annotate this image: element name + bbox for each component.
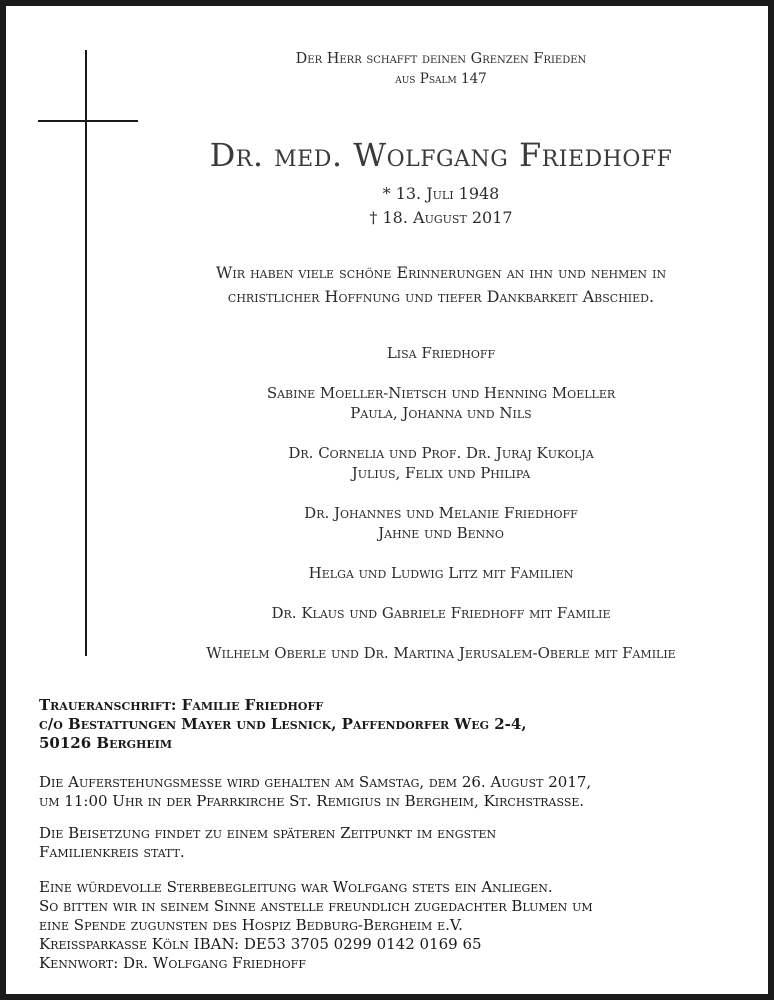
mourner-group [136,563,746,583]
mourner-group [136,503,746,543]
mourner-children: Jahne und Benno [378,524,504,542]
message-line: christlicher Hoffnung und tiefer Dankbarkeit Abschied. [227,287,655,306]
verse-source: aus Psalm 147 [395,71,487,87]
cross-icon-bar [38,120,138,122]
mourner-line: Dr. Johannes und Melanie Friedhoff [304,504,578,522]
request-line: So bitten wir in seinem Sinne anstelle freundlich zugedachter Blumen um [39,897,593,915]
mass-line: um 11:00 Uhr in der Pfarrkirche St. Remigius in Bergheim, Kirchstrasse. [39,792,585,810]
request-line: Eine würdevolle Sterbebegleitung war Wolfgang stets ein Anliegen. [39,878,553,896]
address-line: 50126 Bergheim [39,734,173,752]
mourner-line: Sabine Moeller-Nietsch und Henning Moeller [266,384,616,402]
donation-request [39,878,739,973]
burial-line: Die Beisetzung findet zu einem späteren Zeitpunkt im engsten [39,824,497,842]
birth-date: * 13. Juli 1948 [382,184,500,203]
mourner-line: Helga und Ludwig Litz mit Familien [308,564,574,582]
address-line: c/o Bestattungen Mayer und Lesnick, Paffendorfer Weg 2-4, [39,715,527,733]
mourner-group [136,383,746,423]
mourner-line: Wilhelm Oberle und Dr. Martina Jerusalem-Oberle mit Familie [206,644,676,662]
mourner-children: Julius, Felix und Philipa [351,464,531,482]
mourning-address [39,696,739,753]
message-line: Wir haben viele schöne Erinnerungen an ihn und nehmen in [215,263,667,282]
burial-line: Familienkreis statt. [39,843,185,861]
life-dates [136,182,746,230]
mourner-line: Dr. Cornelia und Prof. Dr. Juraj Kukolja [288,444,594,462]
mourner-children: Paula, Johanna und Nils [350,404,532,422]
mourner-line: Dr. Klaus und Gabriele Friedhoff mit Familie [271,604,611,622]
cross-icon [85,50,87,656]
mourners-list [136,343,746,683]
mourner-group [136,443,746,483]
mass-line: Die Auferstehungsmesse wird gehalten am Samstag, dem 26. August 2017, [39,773,592,791]
mourner-group [136,343,746,363]
bible-verse [136,49,746,89]
deceased-name: Dr. med. Wolfgang Friedhoff [209,136,673,174]
death-date: † 18. August 2017 [369,208,513,227]
mourner-group [136,603,746,623]
request-line: eine Spende zugunsten des Hospiz Bedburg-Bergheim e.V. [39,916,463,934]
address-line: Traueranschrift: Familie Friedhoff [39,696,324,714]
farewell-message [136,261,746,309]
verse-text: Der Herr schafft deinen Grenzen Frieden [295,51,587,67]
mourner-group [96,643,774,663]
burial-info [39,824,739,862]
mourner-line: Lisa Friedhoff [386,344,496,362]
mass-info [39,773,739,811]
donation-keyword: Kennwort: Dr. Wolfgang Friedhoff [39,954,306,972]
bank-details: Kreissparkasse Köln IBAN: DE53 3705 0299 0142 0169 65 [39,935,482,953]
